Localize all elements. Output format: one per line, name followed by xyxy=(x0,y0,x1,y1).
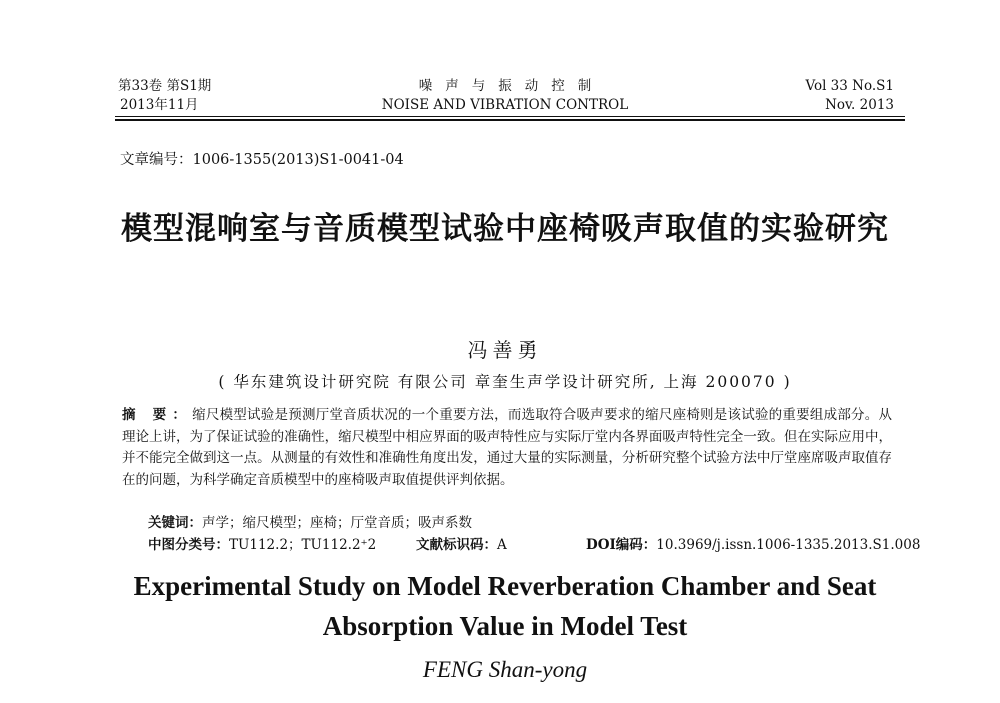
date-cn: 2013年11月 xyxy=(120,97,199,113)
header-right xyxy=(805,77,894,115)
volume-issue-cn: 第33卷 第S1期 xyxy=(118,78,212,94)
clc-number xyxy=(148,533,376,553)
header-rule-thin xyxy=(115,116,905,117)
doi-value: 10.3969/j.issn.1006-1335.2013.S1.008 xyxy=(656,537,921,553)
header-left xyxy=(118,77,211,115)
title-en: Experimental Study on Model Reverberation Chamber and Seat Absorption Value in Model Test xyxy=(133,571,877,641)
journal-name-en: NOISE AND VIBRATION CONTROL xyxy=(381,97,629,113)
keywords xyxy=(148,511,472,531)
author-cn: 冯善勇 xyxy=(467,338,543,362)
author-en: FENG Shan-yong xyxy=(422,657,588,682)
doi-label: DOI编码： xyxy=(586,537,657,553)
clc-value: TU112.2；TU112.2⁺2 xyxy=(229,537,377,553)
volume-issue-en: Vol 33 No.S1 xyxy=(805,78,894,94)
abstract-label: 摘 要： xyxy=(122,407,193,423)
keywords-label: 关键词： xyxy=(148,515,202,531)
doi xyxy=(586,533,920,553)
abstract-text: 缩尺模型试验是预测厅堂音质状况的一个重要方法，而选取符合吸声要求的缩尺座椅则是该试验的重要组成部分。从理论上讲，为了保证试验的准确性，缩尺模型中相应界面的吸声特性应与实际厅堂内各界面吸声特性完全一致。但在实际应用中，并不能完全做到这一点。从测量的有效性和准确性角度出发，通过大量的实际测量，分析研究整个试验方法中厅堂座席吸声取值存在的问题，为科学确定音质模型中的座椅吸声取值提供评判依据。 xyxy=(122,407,893,488)
header-rule-thick xyxy=(115,119,905,121)
date-en: Nov. 2013 xyxy=(825,97,894,113)
clc-label: 中图分类号： xyxy=(148,537,229,553)
doc-code-value: A xyxy=(497,537,507,553)
keywords-text: 声学；缩尺模型；座椅；厅堂音质；吸声系数 xyxy=(202,515,472,531)
doc-code-label: 文献标识码： xyxy=(416,537,497,553)
affiliation-cn: ( 华东建筑设计研究院 有限公司 章奎生声学设计研究所, 上海 200070 ) xyxy=(218,373,792,391)
article-number: 文章编号：1006-1355(2013)S1-0041-04 xyxy=(120,152,404,168)
title-cn: 模型混响室与音质模型试验中座椅吸声取值的实验研究 xyxy=(121,211,889,247)
header-center xyxy=(355,77,655,115)
journal-name-cn: 噪声与振动控制 xyxy=(418,78,605,94)
abstract xyxy=(122,405,892,491)
document-code xyxy=(416,533,507,553)
